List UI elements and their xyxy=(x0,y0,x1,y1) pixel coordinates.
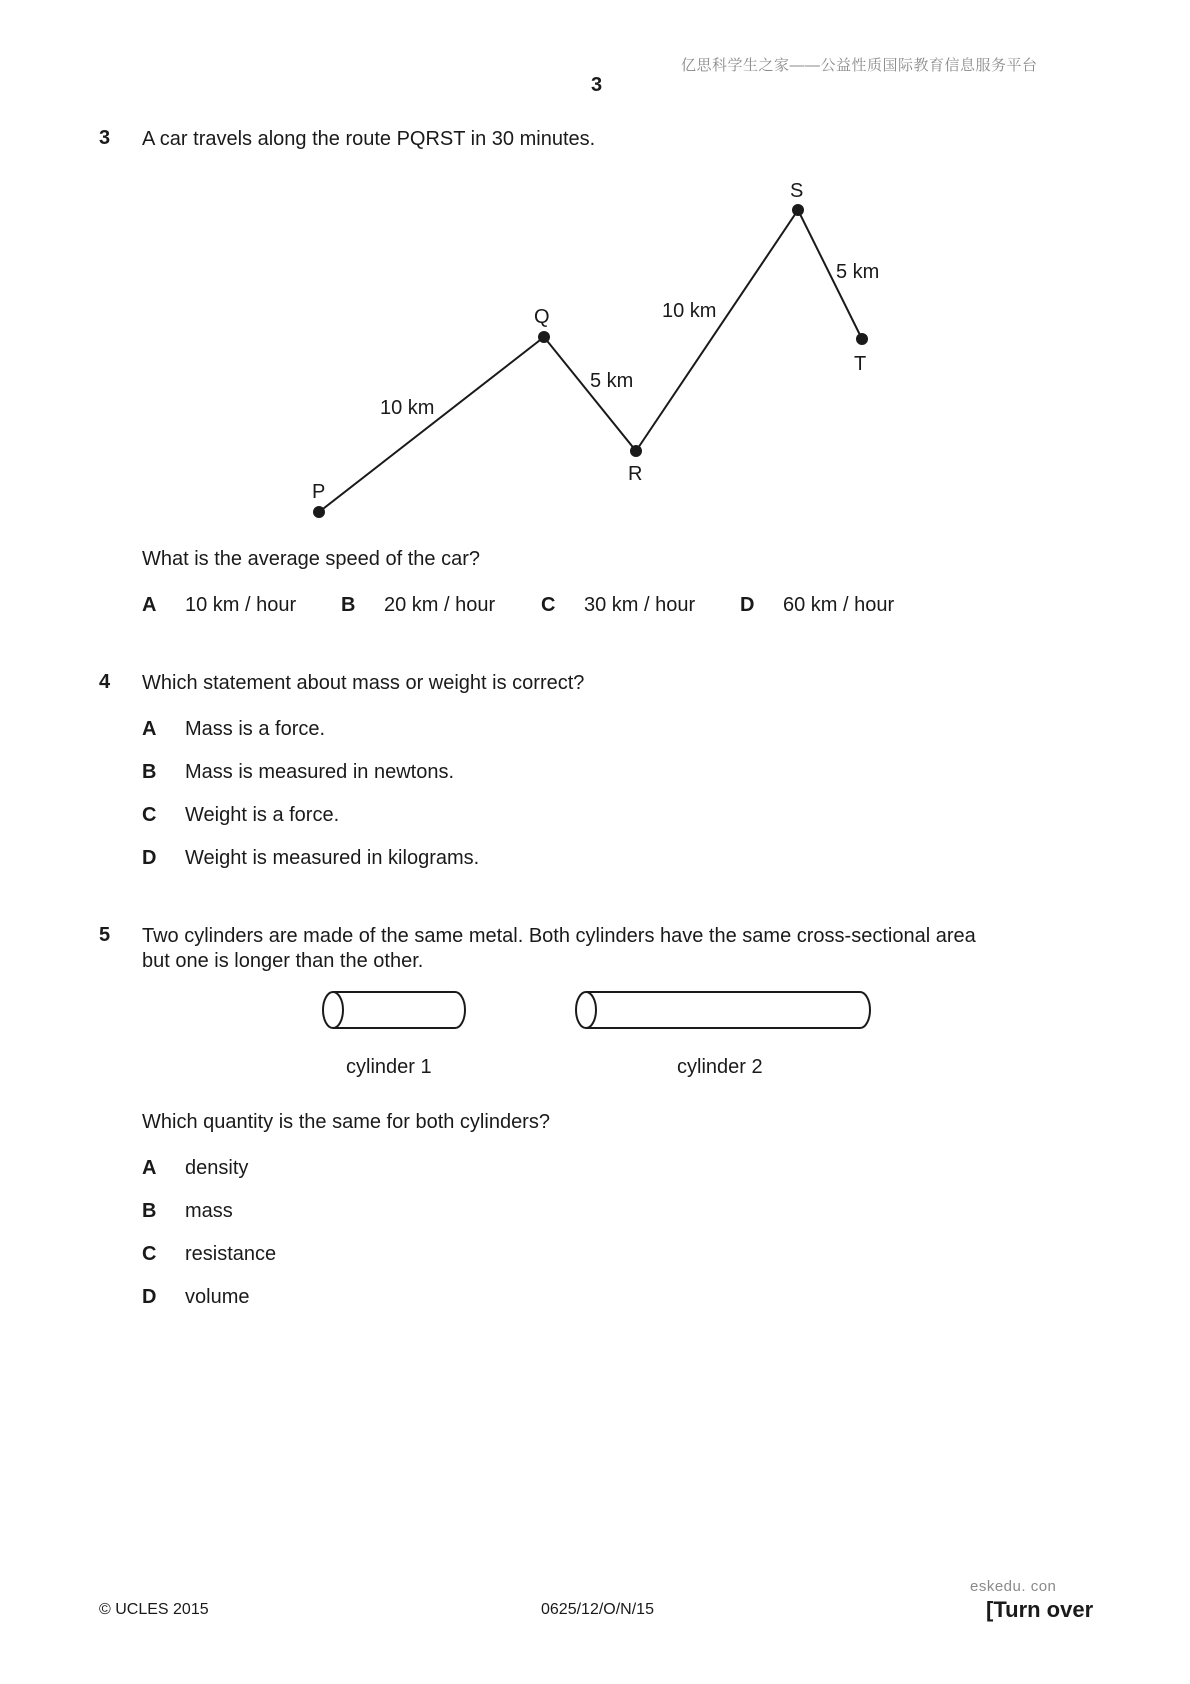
q3-option-d-text: 60 km / hour xyxy=(783,594,895,616)
cylinder-2-shape xyxy=(576,992,870,1028)
cylinder-2-label: cylinder 2 xyxy=(677,1056,763,1078)
question-5-text-line1: Two cylinders are made of the same metal. Both cylinders have the same cross-sectional area xyxy=(142,925,976,947)
q4-option-c-text: Weight is a force. xyxy=(185,804,340,826)
q4-option-c-letter: C xyxy=(142,804,157,826)
point-p-label: P xyxy=(312,481,326,503)
point-t-dot xyxy=(856,333,868,345)
cylinders-diagram xyxy=(0,990,1190,1040)
q3-option-c-letter: C xyxy=(541,594,556,616)
point-t-label: T xyxy=(854,353,867,375)
q5-option-d-letter: D xyxy=(142,1286,157,1308)
question-3-text: A car travels along the route PQRST in 30 minutes. xyxy=(142,128,596,150)
point-q-label: Q xyxy=(534,306,550,328)
q4-option-d-text: Weight is measured in kilograms. xyxy=(185,847,480,869)
q5-option-b-letter: B xyxy=(142,1200,157,1222)
route-line xyxy=(319,210,862,512)
q3-option-c-text: 30 km / hour xyxy=(584,594,696,616)
point-q-dot xyxy=(538,331,550,343)
q4-option-a-text: Mass is a force. xyxy=(185,718,326,740)
q3-option-a-letter: A xyxy=(142,594,157,616)
point-r-dot xyxy=(630,445,642,457)
watermark-text: 亿思科学生之家——公益性质国际教育信息服务平台 xyxy=(681,57,1038,74)
q5-option-b-text: mass xyxy=(185,1200,233,1222)
site-watermark: eskedu. con xyxy=(970,1578,1057,1595)
question-4-number: 4 xyxy=(99,671,111,693)
q3-option-d-letter: D xyxy=(740,594,755,616)
q3-option-a-text: 10 km / hour xyxy=(185,594,297,616)
q5-option-c-text: resistance xyxy=(185,1243,277,1265)
point-p-dot xyxy=(313,506,325,518)
q5-option-a-letter: A xyxy=(142,1157,157,1179)
question-5-text-line2: but one is longer than the other. xyxy=(142,950,424,972)
q5-option-c-letter: C xyxy=(142,1243,157,1265)
point-r-label: R xyxy=(628,463,643,485)
question-3-number: 3 xyxy=(99,127,111,149)
point-s-label: S xyxy=(790,180,804,202)
q4-option-a-letter: A xyxy=(142,718,157,740)
segment-st-label: 5 km xyxy=(836,261,880,283)
q5-option-a-text: density xyxy=(185,1157,249,1179)
paper-code: 0625/12/O/N/15 xyxy=(541,1601,654,1618)
question-5-number: 5 xyxy=(99,924,111,946)
point-s-dot xyxy=(792,204,804,216)
q5-option-d-text: volume xyxy=(185,1286,250,1308)
q3-option-b-letter: B xyxy=(341,594,356,616)
copyright-text: © UCLES 2015 xyxy=(99,1601,209,1618)
segment-pq-label: 10 km xyxy=(380,397,435,419)
route-diagram xyxy=(0,0,1190,560)
question-4-text: Which statement about mass or weight is correct? xyxy=(142,672,585,694)
segment-qr-label: 5 km xyxy=(590,370,634,392)
segment-rs-label: 10 km xyxy=(662,300,717,322)
q4-option-b-text: Mass is measured in newtons. xyxy=(185,761,455,783)
turn-over-text: [Turn over xyxy=(986,1597,1094,1622)
q3-option-b-text: 20 km / hour xyxy=(384,594,496,616)
cylinder-1-shape xyxy=(323,992,465,1028)
question-5-prompt: Which quantity is the same for both cylinders? xyxy=(142,1111,550,1133)
page-number: 3 xyxy=(591,74,603,96)
q4-option-d-letter: D xyxy=(142,847,157,869)
cylinder-1-label: cylinder 1 xyxy=(346,1056,432,1078)
question-3-prompt: What is the average speed of the car? xyxy=(142,548,480,570)
q4-option-b-letter: B xyxy=(142,761,157,783)
